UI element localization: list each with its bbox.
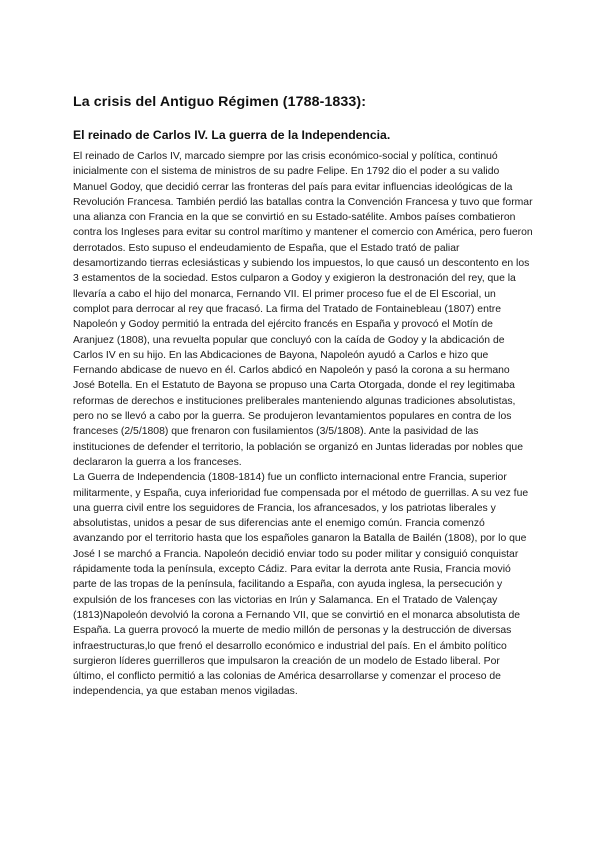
document-body [73,94,533,700]
paragraph-guerra-independencia: La Guerra de Independencia (1808-1814) fue un conflicto internacional entre Francia, superior militarmente, y España, cuya inferioridad fue compensada por el método de guerrillas. A su vez fue una guerra civil entre los seguidores de Francia, los afrancesados, y los patriotas liberales y absolutistas, unidos a pesar de sus diferencias ante el enemigo común. Francia comenzó avanzando por el territorio hasta que los españoles ganaron la Batalla de Bailén (1808), por lo que José I se marchó a Francia. Napoleón decidió enviar todo su poder militar y consiguió conquistar rápidamente toda la península, excepto Cádiz. Para evitar la derrota ante Rusia, Francia movió parte de las tropas de la península, facilitando a España, con ayuda inglesa, la persecución y expulsión de los franceses con las victorias en Irún y Salamanca. En el Tratado de Valençay (1813)Napoleón devolvió la corona a Fernando VII, que se convirtió en el monarca absolutista de España. La guerra provocó la muerte de medio millón de personas y la destrucción de diversas infraestructuras,lo que frenó el desarrollo económico e industrial del país. En el ámbito político surgieron líderes guerrilleros que impulsaron la creación de un modelo de Estado liberal. Por último, el conflicto permitió a las colonias de América desarrollarse y comenzar el proceso de independencia, ya que estaban menos vigiladas. [73,472,529,698]
paragraph-reinado-carlos-iv: El reinado de Carlos IV, marcado siempre por las crisis económico-social y política, continuó inicialmente con el sistema de ministros de su padre Felipe. En 1792 dio el poder a su valido Manuel Godoy, que decidió cerrar las fronteras del país para evitar influencias ideológicas de la Revolución Francesa. También perdió las batallas contra la Convención Francesa y tuvo que formar una alianza con Francia en la que se convirtió en su Estado-satélite. Ambos países combatieron contra los Ingleses para evitar su control marítimo y mantener el comercio con América, pero fueron derrotados. Esto supuso el endeudamiento de España, que el Estado trató de paliar desamortizando tierras eclesiásticas y subiendo los impuestos, lo que causó un descontento en los 3 estamentos de la sociedad. Estos culparon a Godoy y exigieron la destronación del rey, que la llevaría a cabo el hijo del monarca, Fernando VII. El primer proceso fue el de El Escorial, un complot para derrocar al rey que fracasó. La firma del Tratado de Fontainebleau (1807) entre Napoleón y Godoy permitió la entrada del ejército francés en España y provocó el Motín de Aranjuez (1808), una revuelta popular que concluyó con la caída de Godoy y la abdicación de Carlos IV en su hijo. En las Abdicaciones de Bayona, Napoleón ayudó a Carlos e hizo que Fernando abdicase de nuevo en él. Carlos abdicó en Napoleón y pasó la corona a su hermano José Botella. En el Estatuto de Bayona se propuso una Carta Otorgada, donde el rey legitimaba reformas de derechos e instituciones preliberales manteniendo algunas tradiciones absolutistas, pero no se llevó a cabo por la guerra. Se produjeron levantamientos populares en contra de los franceses (2/5/1808) que frenaron con fusilamientos (3/5/1808). Ante la pasividad de las instituciones de defender el territorio, la población se organizó en Juntas lideradas por nobles que declararon la guerra a los franceses. [73,151,533,468]
section-title: El reinado de Carlos IV. La guerra de la Independencia. [73,128,391,142]
document-title: La crisis del Antiguo Régimen (1788-1833): [73,94,367,110]
